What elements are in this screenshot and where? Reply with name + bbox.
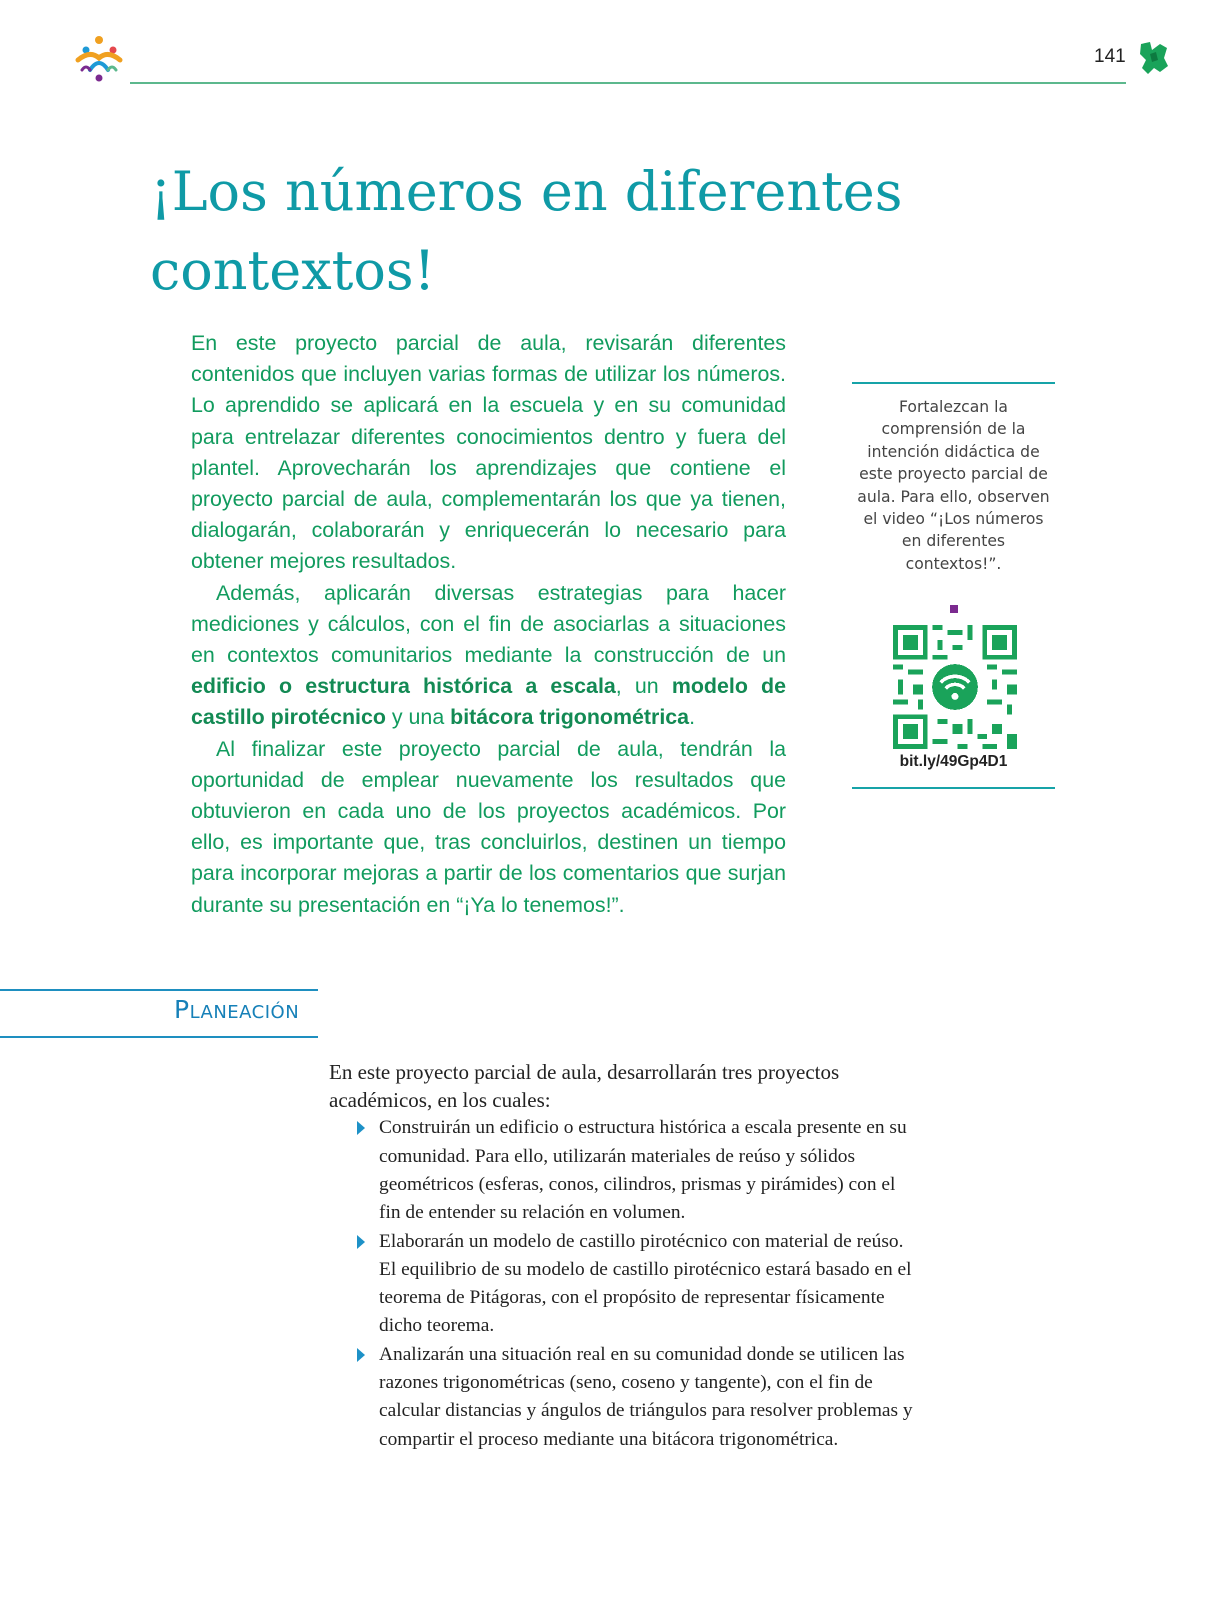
intro-paragraph-3: Al finalizar este proyecto parcial de aula, tendrán la oportunidad de emplear nuevamente los resultados que obtuvieron en cada uno de los proyectos académicos. Por ello, es importante que, tras concluirlos, destinen un tiempo para incorporar mejoras a partir de los comentarios que surjan durante su presentación en “¡Ya lo tenemos!”. xyxy=(191,736,786,917)
colorful-figures-logo xyxy=(72,34,126,84)
bold-pyrotechnic-model: modelo de castillo pirotécnico xyxy=(191,674,787,730)
video-link[interactable]: bit.ly/49Gp4D1 xyxy=(899,753,1008,770)
triangle-bullet-icon xyxy=(357,1235,365,1249)
page-title: ¡Los números en diferentes contextos! xyxy=(150,160,903,302)
planning-lead: En este proyecto parcial de aula, desarrollarán tres proyectos académicos, en los cuales: xyxy=(329,1060,840,1113)
aside-dot xyxy=(950,605,958,613)
list-item: Construirán un edificio o estructura histórica a escala presente en su comunidad. Para ello, utilizarán materiales de reúso y sólidos geométricos (esferas, conos, cilindros, prismas y pirámides) con el fin de entender su relación en volumen. xyxy=(329,1114,919,1227)
qr-code-icon[interactable] xyxy=(893,625,1017,749)
aside-top-rule xyxy=(852,382,1055,384)
section-heading: Planeación xyxy=(174,995,300,1024)
bold-scale-building: edificio o estructura histórica a escala xyxy=(191,674,616,699)
project-list xyxy=(329,1114,919,1454)
list-item: Analizarán una situación real en su comunidad donde se utilicen las razones trigonométricas (seno, coseno y tangente), con el fin de calcular distancias y ángulos de triángulos para resolver problemas y compartir el proceso mediante una bitácora trigonométrica. xyxy=(329,1341,919,1454)
list-item: Elaborarán un modelo de castillo pirotécnico con material de reúso. El equilibrio de su modelo de castillo pirotécnico estará basado en el teorema de Pitágoras, con el propósito de representar físicamente dicho teorema. xyxy=(329,1228,919,1341)
intro-paragraph-1: En este proyecto parcial de aula, revisarán diferentes contenidos que incluyen varias formas de utilizar los números. Lo aprendido se aplicará en la escuela y en su comunidad para entrelazar diferentes conocimientos dentro y fuera del plantel. Aprovecharán los aprendizajes que contiene el proyecto parcial de aula, complementarán los que ya tienen, dialogarán, colaborarán y enriquecerán lo necesario para obtener mejores resultados. xyxy=(191,331,786,574)
green-glyph-icon xyxy=(1138,40,1170,76)
header-rule xyxy=(130,82,1126,84)
bold-trig-log: bitácora trigonométrica xyxy=(450,705,690,730)
planning-body xyxy=(329,1058,919,1454)
triangle-bullet-icon xyxy=(357,1348,365,1362)
aside-bottom-rule xyxy=(852,787,1055,789)
intro-text xyxy=(191,328,786,921)
triangle-bullet-icon xyxy=(357,1121,365,1135)
section-top-rule xyxy=(0,989,318,991)
video-note: Fortalezcan la comprensión de la intención didáctica de este proyecto parcial de aula. Para ello, observen el video “¡Los números en diferentes contextos!”. xyxy=(857,398,1050,573)
section-bottom-rule xyxy=(0,1036,318,1038)
page-number: 141 xyxy=(1094,46,1126,67)
intro-paragraph-2: Además, aplicarán diversas estrategias para hacer mediciones y cálculos, con el fin de asociarlas a situaciones en contextos comunitarios mediante la construcción de un edificio o estructura histórica a escala, un modelo de castillo pirotécnico y una bitácora trigonométrica. xyxy=(191,580,787,730)
